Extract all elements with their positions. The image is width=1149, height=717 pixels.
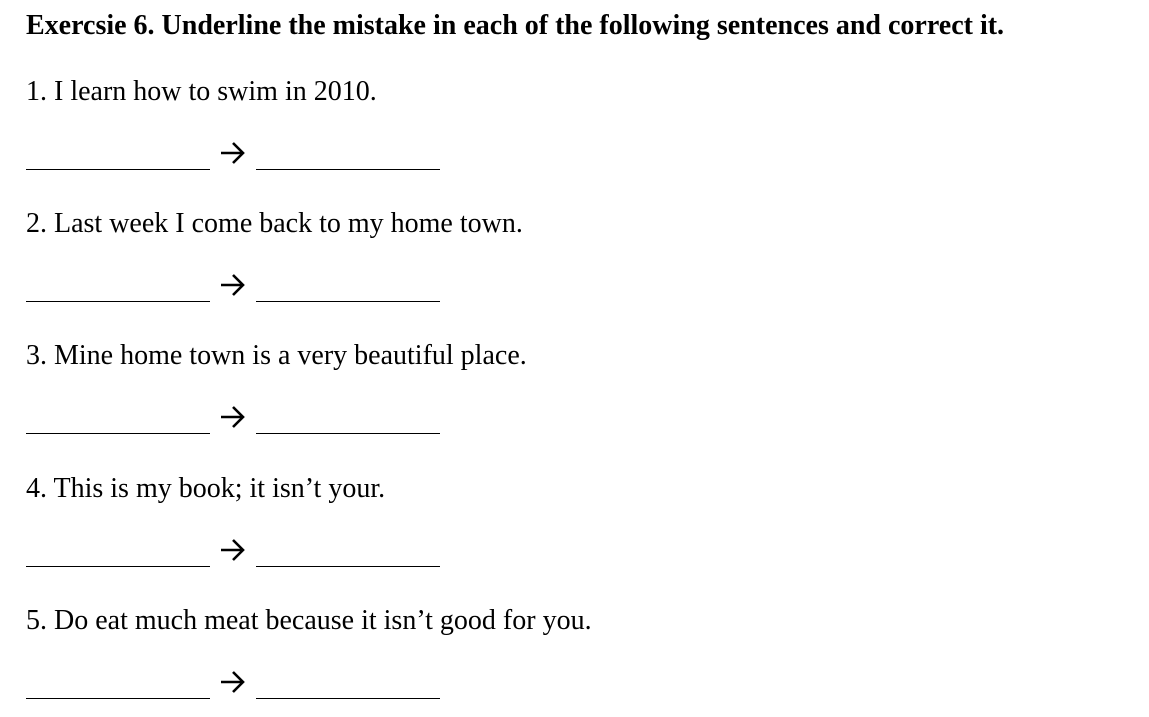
exercise-item — [26, 339, 1126, 440]
right-arrow-icon — [218, 535, 248, 565]
exercise-item — [26, 472, 1126, 573]
exercise-item — [26, 75, 1126, 176]
mistake-blank[interactable] — [26, 169, 210, 170]
sentence-text: 2. Last week I come back to my home town. — [26, 208, 523, 239]
exercise-title: Exercsie 6. Underline the mistake in each of the following sentences and correct it. — [26, 10, 1005, 41]
answer-row — [26, 136, 1126, 176]
exercise-item — [26, 207, 1126, 308]
mistake-blank[interactable] — [26, 698, 210, 699]
answer-row — [26, 533, 1126, 573]
exercise-item — [26, 604, 1126, 705]
right-arrow-icon — [218, 667, 248, 697]
mistake-blank[interactable] — [26, 566, 210, 567]
right-arrow-icon — [218, 138, 248, 168]
answer-row — [26, 400, 1126, 440]
sentence-text: 4. This is my book; it isn’t your. — [26, 473, 386, 504]
mistake-blank[interactable] — [26, 433, 210, 434]
right-arrow-icon — [218, 270, 248, 300]
mistake-blank[interactable] — [26, 301, 210, 302]
sentence-text: 5. Do eat much meat because it isn’t good for you. — [26, 605, 592, 636]
correction-blank[interactable] — [256, 433, 440, 434]
correction-blank[interactable] — [256, 169, 440, 170]
correction-blank[interactable] — [256, 301, 440, 302]
correction-blank[interactable] — [256, 698, 440, 699]
sentence-text: 1. I learn how to swim in 2010. — [26, 76, 377, 107]
right-arrow-icon — [218, 402, 248, 432]
answer-row — [26, 268, 1126, 308]
answer-row — [26, 665, 1126, 705]
correction-blank[interactable] — [256, 566, 440, 567]
sentence-text: 3. Mine home town is a very beautiful place. — [26, 340, 527, 371]
